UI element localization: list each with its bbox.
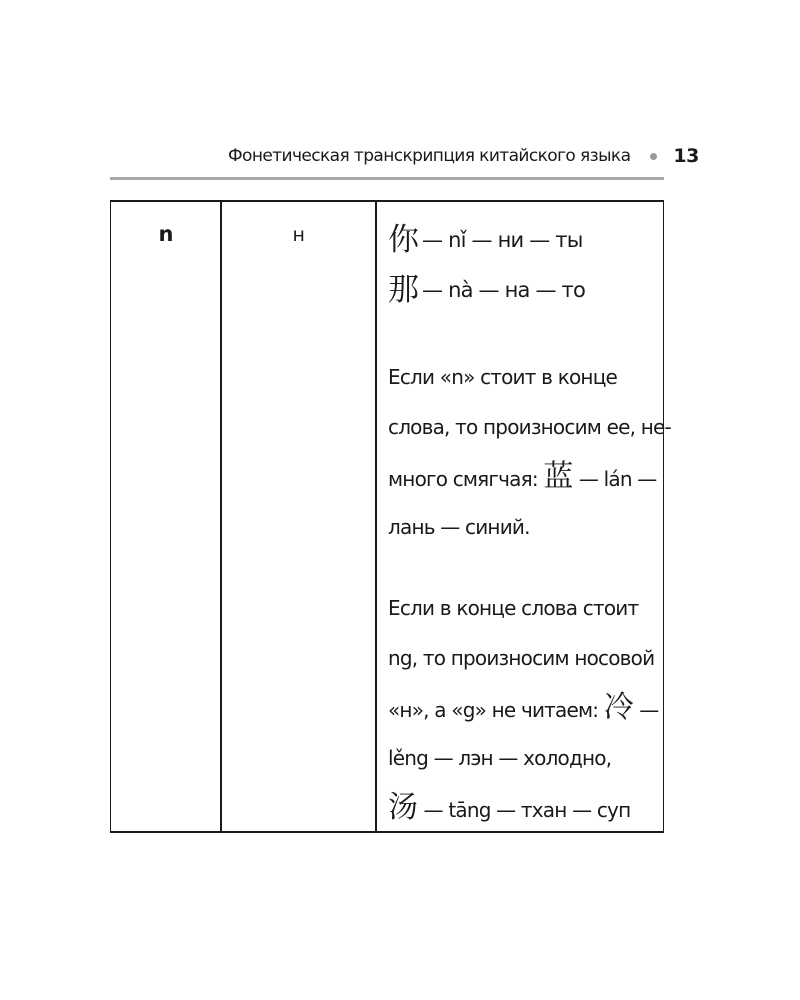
note-line: лань — синий. — [388, 515, 530, 539]
example-hanzi: 那 — [388, 271, 419, 308]
pinyin-letter-cell: n — [158, 222, 174, 246]
example-hanzi: 你 — [388, 221, 419, 258]
page-number: 13 — [673, 145, 699, 167]
example-line — [388, 215, 660, 265]
note-line: Если в конце слова стоит — [388, 596, 639, 620]
note-text: — lán — — [573, 467, 657, 491]
note-text: «н», а «g» не читаем: — [388, 698, 604, 722]
note-line — [388, 783, 660, 833]
example-transcription: — nǐ — ни — ты — [422, 228, 583, 252]
example-transcription: — nà — на — то — [422, 278, 586, 302]
note-hanzi: 蓝 — [543, 459, 574, 494]
note-hanzi: 汤 — [388, 790, 418, 825]
column-divider-2 — [375, 200, 377, 833]
final-ng-note — [388, 583, 660, 833]
note-line: слова, то произносим ее, не- — [388, 415, 671, 439]
header-rule — [110, 177, 664, 180]
note-text: — tāng — тхан — суп — [418, 798, 631, 822]
examples-cell — [388, 215, 671, 833]
note-line — [388, 452, 660, 502]
bullet-dot-icon — [650, 153, 657, 160]
note-text: — — [633, 698, 659, 722]
note-line: ng, то произносим носовой — [388, 646, 655, 670]
note-line — [388, 683, 660, 733]
russian-letter-cell: н — [292, 224, 305, 246]
note-hanzi: 冷 — [603, 690, 634, 725]
note-line: lěng — лэн — холодно, — [388, 746, 612, 770]
final-n-note — [388, 352, 671, 552]
note-line: Если «n» стоит в конце — [388, 365, 618, 389]
column-divider-1 — [220, 200, 222, 833]
running-head-title: Фонетическая транскрипция китайского языка — [228, 146, 631, 166]
note-text: много смягчая: — [388, 467, 544, 491]
running-head — [228, 143, 699, 169]
example-line — [388, 265, 660, 315]
